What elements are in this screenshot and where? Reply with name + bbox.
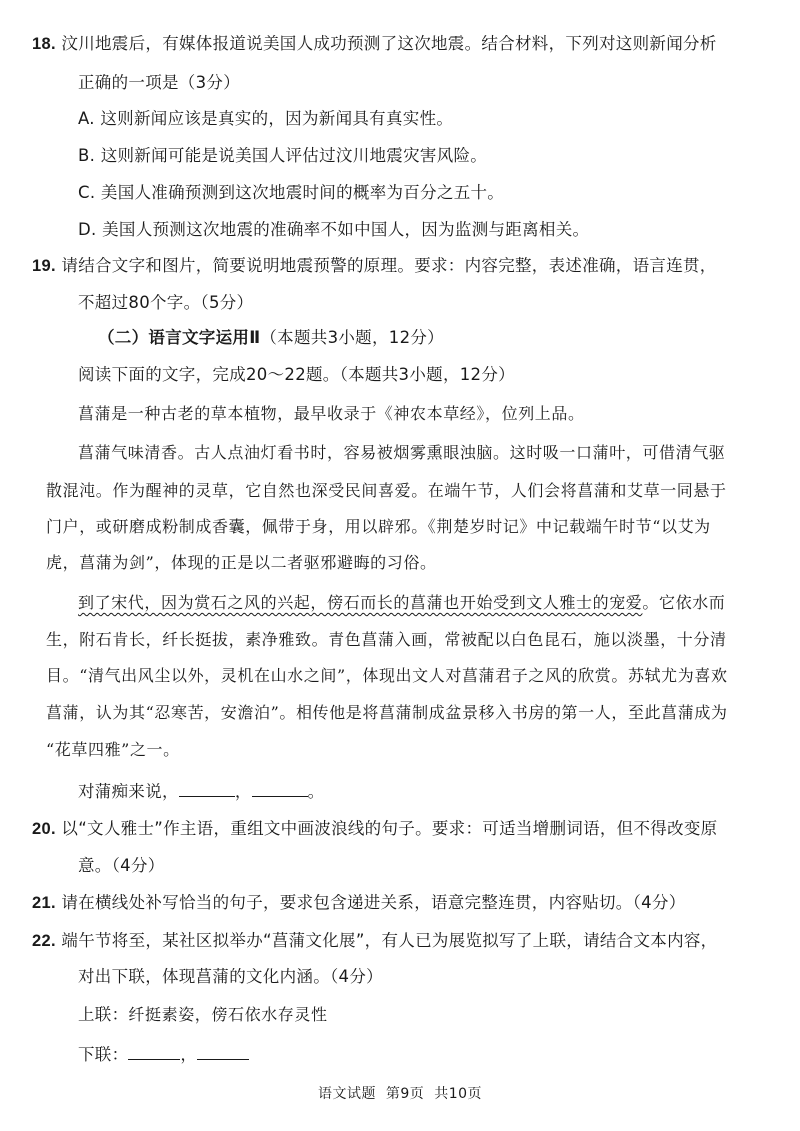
passage-paragraph-4 <box>78 780 324 803</box>
section-header <box>98 327 444 349</box>
q18-stem-line-1 <box>32 33 717 55</box>
footer-page: 第9页 <box>385 1086 425 1102</box>
q18-stem-1: 汶川地震后，有媒体报道说美国人成功预测了这次地震。结合材料，下列对这则新闻分析 <box>61 34 717 53</box>
q19-stem-line-2: 不超过80个字。（5分） <box>78 293 254 312</box>
section-title-note: （本题共3小题，12分） <box>260 328 444 347</box>
passage-p2-line-1: 菖蒲气味清香。古人点油灯看书时，容易被烟雾熏眼浊脑。这时吸一口蒲叶，可借清气驱 <box>78 443 726 462</box>
q20-number: 20. <box>32 820 56 838</box>
passage-p4-prefix: 对蒲痴来说， <box>78 782 179 801</box>
wavy-underlined-sentence: 到了宋代，因为赏石之风的兴起，傍石而长的菖蒲也开始受到文人雅士的宠爱 <box>78 593 643 612</box>
blank-answer-2[interactable] <box>252 780 308 797</box>
passage-p4-sep: ， <box>234 782 252 801</box>
q22-stem-line-1 <box>32 930 718 952</box>
section-instruction: 阅读下面的文字，完成20～22题。（本题共3小题，12分） <box>78 365 515 384</box>
lower-couplet-blank-1[interactable] <box>128 1043 180 1060</box>
q20-stem-line-2: 意。（4分） <box>78 856 165 875</box>
q22-lower-sep: ， <box>180 1045 198 1064</box>
passage-p3-line-3: 目。“清气出风尘以外，灵机在山水之间”，体现出文人对菖蒲君子之风的欣赏。苏轼尤为喜欢 <box>46 666 728 685</box>
passage-p3-line-1 <box>78 592 725 614</box>
passage-p3-line-4: 菖蒲，认为其“忍寒苦，安澹泊”。相传他是将菖蒲制成盆景移入书房的第一人，至此菖蒲成为 <box>46 703 728 722</box>
q22-stem-1: 端午节将至，某社区拟举办“菖蒲文化展”，有人已为展览拟写了上联，请结合文本内容， <box>61 931 718 950</box>
passage-paragraph-1: 菖蒲是一种古老的草本植物，最早收录于《神农本草经》，位列上品。 <box>78 404 585 423</box>
passage-p2-line-4: 虎，菖蒲为剑”，体现的正是以二者驱邪避晦的习俗。 <box>46 553 437 572</box>
q20-stem-1: 以“文人雅士”作主语，重组文中画波浪线的句子。要求：可适当增删词语，但不得改变原 <box>61 819 718 838</box>
q19-number: 19. <box>32 257 56 275</box>
passage-p2-line-2: 散混沌。作为醒神的灵草，它自然也深受民间喜爱。在端午节，人们会将菖蒲和艾草一同悬于 <box>46 481 727 500</box>
q22-upper-couplet <box>78 1004 328 1026</box>
q22-lower-couplet <box>78 1043 249 1066</box>
q22-upper-text: 纤挺素姿，傍石依水存灵性 <box>128 1005 328 1024</box>
q18-option-a: A. 这则新闻应该是真实的，因为新闻具有真实性。 <box>78 109 454 128</box>
q18-number: 18. <box>32 35 56 53</box>
q18-option-c: C. 美国人准确预测到这次地震时间的概率为百分之五十。 <box>78 183 505 202</box>
q22-lower-label: 下联： <box>78 1045 129 1064</box>
q22-upper-label: 上联： <box>78 1005 129 1024</box>
q20-stem-line-1 <box>32 818 718 840</box>
page-footer <box>0 1083 800 1103</box>
footer-total: 共10页 <box>434 1086 483 1102</box>
section-title: （二）语言文字运用Ⅱ <box>98 328 261 347</box>
q18-option-d: D. 美国人预测这次地震的准确率不如中国人，因为监测与距离相关。 <box>78 220 590 239</box>
q21-stem: 请在横线处补写恰当的句子，要求包含递进关系，语意完整连贯，内容贴切。（4分） <box>61 893 686 912</box>
passage-p3-line-5: “花草四雅”之一。 <box>46 740 180 759</box>
passage-p3-line-1-rest: 。它依水而 <box>642 593 726 612</box>
lower-couplet-blank-2[interactable] <box>197 1043 249 1060</box>
blank-answer-1[interactable] <box>179 780 235 797</box>
q18-stem-line-2: 正确的一项是（3分） <box>78 73 240 92</box>
q19-stem-line-1 <box>32 255 717 277</box>
q18-option-b: B. 这则新闻可能是说美国人评估过汶川地震灾害风险。 <box>78 146 488 165</box>
q22-stem-line-2: 对出下联，体现菖蒲的文化内涵。（4分） <box>78 967 383 986</box>
q19-stem-1: 请结合文字和图片，简要说明地震预警的原理。要求：内容完整，表述准确，语言连贯， <box>61 256 717 275</box>
passage-p2-line-3: 门户，或研磨成粉制成香囊，佩带于身，用以辟邪。《荆楚岁时记》中记载端午时节“以艾为 <box>46 517 711 536</box>
passage-p3-line-2: 生，附石肯长，纤长挺拔，素净雅致。青色菖蒲入画，常被配以白色昆石，施以淡墨，十分清 <box>46 630 727 649</box>
q21-number: 21. <box>32 894 56 912</box>
passage-p4-end: 。 <box>307 782 325 801</box>
footer-subject: 语文试题 <box>317 1086 376 1102</box>
q22-number: 22. <box>32 932 56 950</box>
q21-stem-line <box>32 892 686 914</box>
